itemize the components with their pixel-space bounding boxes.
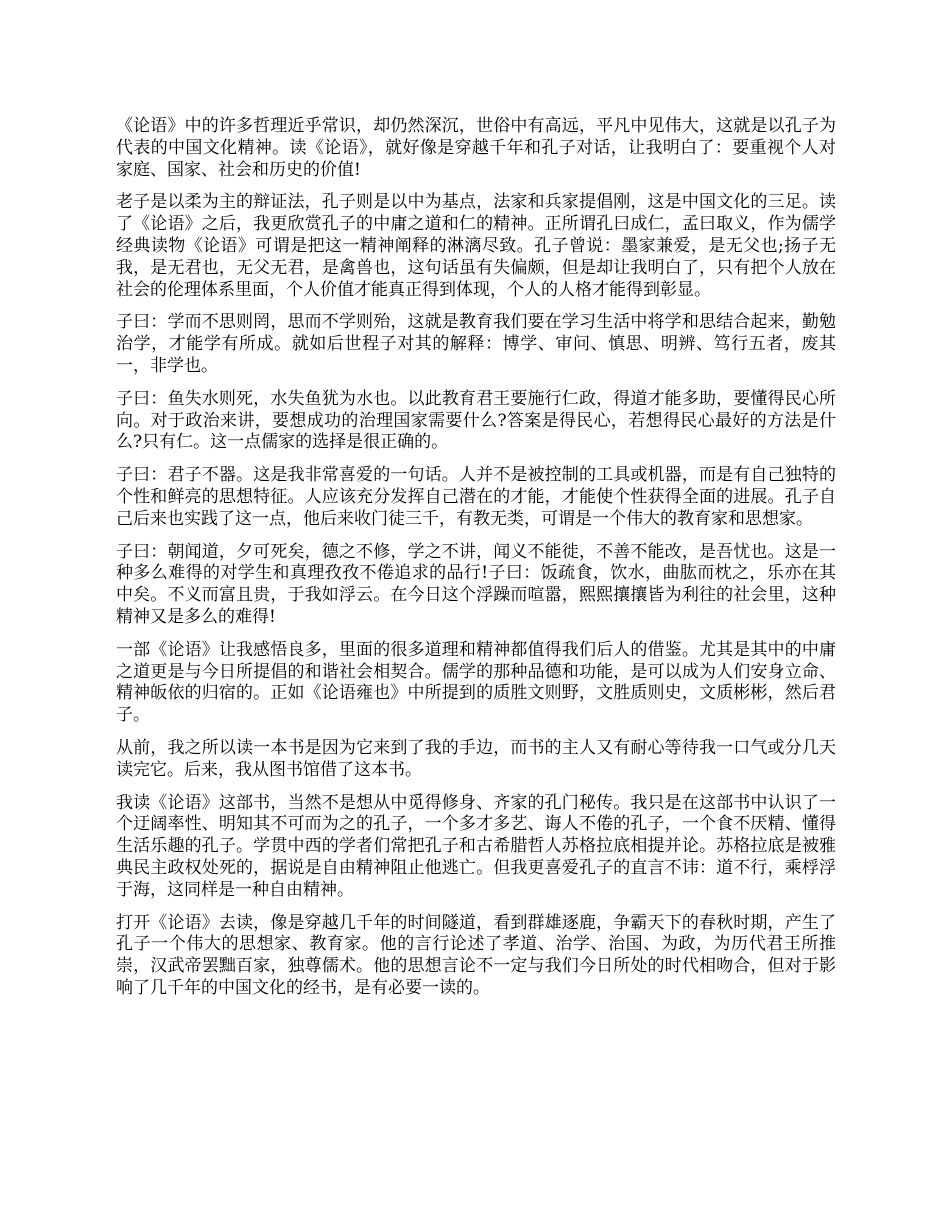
document-body	[116, 116, 836, 1011]
paragraph-10: 打开《论语》去读，像是穿越几千年的时间隧道，看到群雄逐鹿，争霸天下的春秋时期，产生了孔子一个伟大的思想家、教育家。他的言行论述了孝道、治学、治国、为政，为历代君王所推崇，汉武帝罢黜百家，独尊儒术。他的思想言论不一定与我们今日所处的时代相吻合，但对于影响了几千年的中国文化的经书，是有必要一读的。	[116, 912, 836, 998]
paragraph-4: 子曰：鱼失水则死，水失鱼犹为水也。以此教育君王要施行仁政，得道才能多助，要懂得民心所向。对于政治来讲，要想成功的治理国家需要什么?答案是得民心，若想得民心最好的方法是什么?只有仁。这一点儒家的选择是很正确的。	[116, 388, 836, 453]
paragraph-7: 一部《论语》让我感悟良多，里面的很多道理和精神都值得我们后人的借鉴。尤其是其中的中庸之道更是与今日所提倡的和谐社会相契合。儒学的那种品德和功能，是可以成为人们安身立命、精神皈依的归宿的。正如《论语雍也》中所提到的质胜文则野，文胜质则史，文质彬彬，然后君子。	[116, 639, 836, 726]
paragraph-3: 子曰：学而不思则罔，思而不学则殆，这就是教育我们要在学习生活中将学和思结合起来，勤勉治学，才能学有所成。就如后世程子对其的解释：博学、审问、慎思、明辨、笃行五者，废其一，非学也。	[116, 312, 836, 376]
paragraph-2: 老子是以柔为主的辩证法，孔子则是以中为基点，法家和兵家提倡刚，这是中国文化的三足。读了《论语》之后，我更欣赏孔子的中庸之道和仁的精神。正所谓孔曰成仁，孟曰取义，作为儒学经典读物《论语》可谓是把这一精神阐释的淋漓尽致。孔子曾说：墨家兼爱，是无父也;扬子无我，是无君也，无父无君，是禽兽也，这句话虽有失偏颇，但是却让我明白了，只有把个人放在社会的伦理体系里面，个人价值才能真正得到体现，个人的人格才能得到彰显。	[116, 192, 836, 300]
paragraph-8: 从前，我之所以读一本书是因为它来到了我的手边，而书的主人又有耐心等待我一口气或分几天读完它。后来，我从图书馆借了这本书。	[116, 737, 836, 780]
paragraph-9: 我读《论语》这部书，当然不是想从中觅得修身、齐家的孔门秘传。我只是在这部书中认识了一个迂阔率性、明知其不可而为之的孔子，一个多才多艺、诲人不倦的孔子，一个食不厌精、懂得生活乐趣的孔子。学贯中西的学者们常把孔子和古希腊哲人苏格拉底相提并论。苏格拉底是被雅典民主政权处死的，据说是自由精神阻止他逃亡。但我更喜爱孔子的直言不讳：道不行，乘桴浮于海，这同样是一种自由精神。	[116, 792, 836, 900]
paragraph-1: 《论语》中的许多哲理近乎常识，却仍然深沉，世俗中有高远，平凡中见伟大，这就是以孔子为代表的中国文化精神。读《论语》，就好像是穿越千年和孔子对话，让我明白了：要重视个人对家庭、国家、社会和历史的价值!	[116, 116, 836, 180]
paragraph-6: 子曰：朝闻道，夕可死矣，德之不修，学之不讲，闻义不能徙，不善不能改，是吾忧也。这是一种多么难得的对学生和真理孜孜不倦追求的品行!子曰：饭疏食，饮水，曲肱而枕之，乐亦在其中矣。不义而富且贵，于我如浮云。在今日这个浮躁而喧嚣，熙熙攘攘皆为利往的社会里，这种精神又是多么的难得!	[116, 541, 836, 627]
paragraph-5: 子曰：君子不器。这是我非常喜爱的一句话。人并不是被控制的工具或机器，而是有自己独特的个性和鲜亮的思想特征。人应该充分发挥自己潜在的才能，才能使个性获得全面的进展。孔子自己后来也实践了这一点，他后来收门徒三千，有教无类，可谓是一个伟大的教育家和思想家。	[116, 465, 836, 529]
